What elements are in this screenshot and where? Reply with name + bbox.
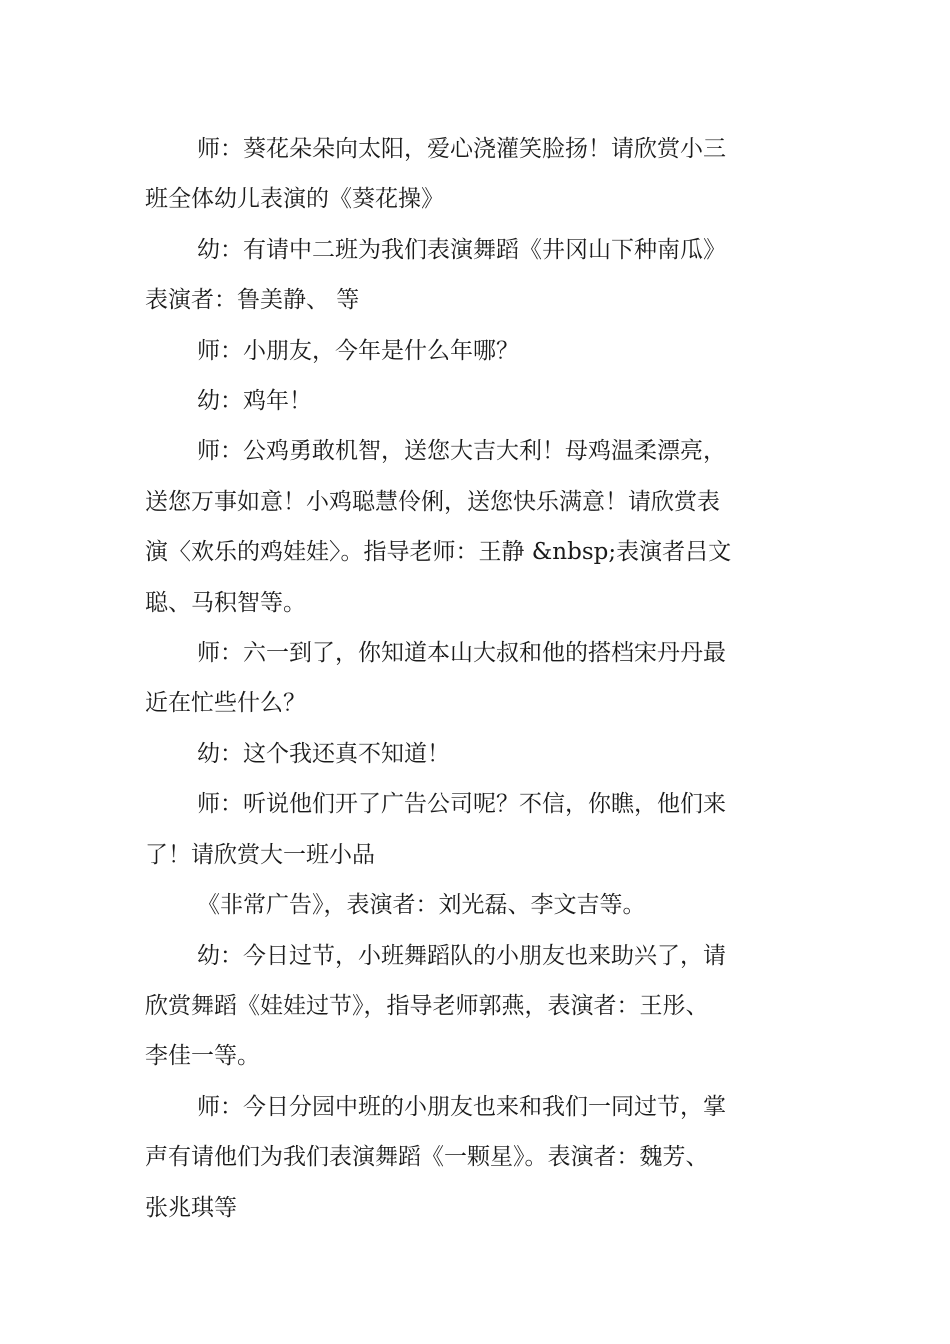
paragraph-line: 师：今日分园中班的小朋友也来和我们一同过节，掌 <box>197 1093 726 1120</box>
paragraph-line: 欣赏舞蹈《娃娃过节》，指导老师郭燕，表演者：王彤、 <box>145 992 709 1019</box>
paragraph-line: 李佳一等。 <box>145 1043 260 1070</box>
paragraph-line: 近在忙些什么？ <box>145 690 306 717</box>
paragraph-line: 声有请他们为我们表演舞蹈《一颗星》。表演者：魏芳、 <box>145 1144 709 1171</box>
paragraph-line: 张兆琪等 <box>145 1194 237 1221</box>
paragraph-7 <box>145 729 805 779</box>
paragraph-3 <box>145 326 805 376</box>
paragraph-line: 师：葵花朵朵向太阳，爱心浇灌笑脸扬！请欣赏小三 <box>197 136 726 162</box>
paragraph-9 <box>145 880 805 930</box>
paragraph-8 <box>145 779 805 880</box>
paragraph-11 <box>145 1082 805 1233</box>
paragraph-line: 了！请欣赏大一班小品 <box>145 841 375 868</box>
paragraph-line: 《非常广告》，表演者：刘光磊、李文吉等。 <box>197 892 646 919</box>
paragraph-line: 送您万事如意！小鸡聪慧伶俐，送您快乐满意！请欣赏表 <box>145 488 720 515</box>
paragraph-2 <box>145 225 805 326</box>
paragraph-line: 幼：今日过节，小班舞蹈队的小朋友也来助兴了，请 <box>197 942 726 969</box>
paragraph-line: 表演者：鲁美静、 等 <box>145 287 360 314</box>
paragraph-10 <box>145 931 805 1082</box>
paragraph-4 <box>145 376 805 426</box>
paragraph-line: 班全体幼儿表演的《葵花操》 <box>145 186 444 213</box>
paragraph-6 <box>145 628 805 729</box>
paragraph-line: 演〈欢乐的鸡娃娃〉。指导老师：王静 &nbsp;表演者吕文 <box>145 539 732 566</box>
paragraph-line: 聪、马积智等。 <box>145 589 306 616</box>
paragraph-line: 师：六一到了，你知道本山大叔和他的搭档宋丹丹最 <box>197 640 726 667</box>
paragraph-line: 幼：这个我还真不知道！ <box>197 740 450 767</box>
paragraph-line: 幼：鸡年！ <box>197 388 312 415</box>
paragraph-line: 幼：有请中二班为我们表演舞蹈《井冈山下种南瓜》 <box>197 236 726 263</box>
paragraph-1 <box>145 124 805 225</box>
document-body <box>145 124 805 1233</box>
paragraph-line: 师：听说他们开了广告公司呢？不信，你瞧，他们来 <box>197 791 726 818</box>
paragraph-5 <box>145 426 805 628</box>
paragraph-line: 师：小朋友，今年是什么年哪？ <box>197 337 519 364</box>
paragraph-line: 师：公鸡勇敢机智，送您大吉大利！母鸡温柔漂亮， <box>197 438 726 465</box>
